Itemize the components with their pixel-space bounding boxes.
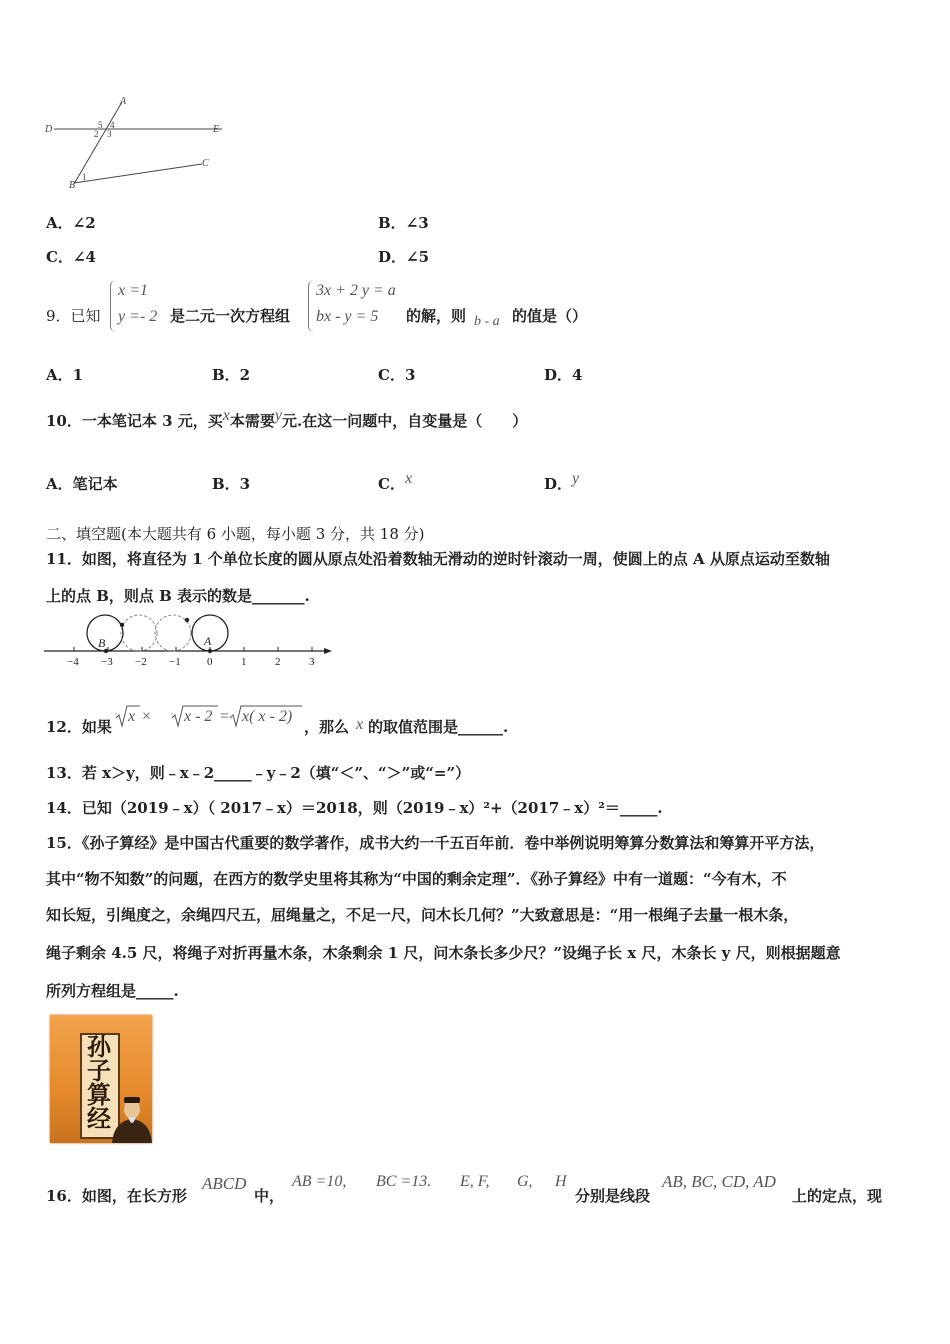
q16-g: G, <box>517 1173 533 1190</box>
tick-label: −4 <box>67 656 79 668</box>
tick-label: 1 <box>241 656 247 668</box>
circle-label-a: A <box>204 634 212 648</box>
fig-label-d: D <box>45 124 53 135</box>
book-cover-image <box>50 1015 152 1143</box>
fig-label-a: A <box>120 96 127 107</box>
q9-brace-2 <box>308 280 315 332</box>
fig-angle-2: 2 <box>94 129 99 139</box>
q8-option-b[interactable]: B．∠3 <box>378 214 429 232</box>
q10-text-3: 元.在这一问题中，自变量是（ ） <box>282 412 528 430</box>
q12-text-3: 的取值范围是______. <box>368 718 509 736</box>
q10-question <box>46 407 528 431</box>
q8-option-a[interactable]: A．∠2 <box>46 214 96 232</box>
q16-text-4: 上的定点，现 <box>792 1187 883 1205</box>
q9-sys1-eq1: x =1 <box>118 282 148 299</box>
q9-option-b[interactable]: B．2 <box>212 366 251 384</box>
q10-option-b[interactable]: B．3 <box>212 475 251 493</box>
q15-line-1: 15．《孙子算经》是中国古代重要的数学著作，成书大约一千五百年前．卷中举例说明筹算分数算法和筹算开平方法， <box>46 834 825 852</box>
q9-tail-text: 的解，则 <box>406 307 467 325</box>
q15-line-5: 所列方程组是_____. <box>46 982 179 1000</box>
number-line-figure <box>40 608 340 670</box>
q15-line-2: 其中“物不知数”的问题，在西方的数学史里将其称为“中国的剩余定理”．《孙子算经》中有一道题：“今有木，不 <box>46 870 787 888</box>
tick-label: 3 <box>309 656 315 668</box>
fig-label-b: B <box>69 180 76 191</box>
q13-text: 13．若 x＞y，则﹣x﹣2_____﹣y﹣2（填“＜”、“＞”或“=”） <box>46 764 471 782</box>
book-cover-title: 孙子算经 <box>87 1032 111 1133</box>
tick-label: 0 <box>207 656 213 668</box>
q8-option-c[interactable]: C．∠4 <box>46 248 96 266</box>
q12-rad-1: x <box>128 708 136 725</box>
q10-option-d[interactable] <box>544 470 580 494</box>
q16-segments: AB, BC, CD, AD <box>662 1172 776 1191</box>
q16-text-1: 16．如图，在长方形 <box>46 1187 187 1205</box>
q15-line-4: 绳子剩余 4.5 尺，将绳子对折再量木条，木条剩余 1 尺，问木条长多少尺？”设绳子长 x 尺，木条长 y 尺，则根据题意 <box>46 944 841 962</box>
q12-text-1: 12．如果 <box>46 718 112 736</box>
q10-var-y: y <box>274 407 282 424</box>
q10-option-a[interactable]: A．笔记本 <box>46 475 118 493</box>
q9-mid-text: 是二元一次方程组 <box>170 307 291 325</box>
q10-option-c-value: x <box>404 470 413 487</box>
fig-angle-5: 5 <box>98 120 103 130</box>
q9-expression: b - a <box>474 314 500 329</box>
q10-text-1: 10．一本笔记本 3 元，买 <box>46 412 223 430</box>
q10-option-d-label: D． <box>544 475 573 493</box>
q9-end-text: 的值是（） <box>512 307 588 325</box>
q16-text-2: 中， <box>254 1187 285 1205</box>
q9-option-d[interactable]: D．4 <box>544 366 583 384</box>
q16-rect: ABCD <box>202 1174 247 1193</box>
q10-var-x: x <box>222 407 230 424</box>
q16-bc: BC =13. <box>376 1173 432 1190</box>
q9-sys1-eq2: y =- 2 <box>118 308 158 325</box>
tick-label: −1 <box>169 656 181 668</box>
q12-times: × <box>142 708 152 725</box>
tick-label: 2 <box>275 656 281 668</box>
q12-text-2: ，那么 <box>304 718 350 736</box>
q12-var: x <box>356 716 364 733</box>
q11-line-1: 11．如图，将直径为 1 个单位长度的圆从原点处沿着数轴无滑动的逆时针滚动一周，使圆上的点 A 从原点运动至数轴 <box>46 550 830 568</box>
fig-angle-1: 1 <box>82 172 87 182</box>
tick-label: −2 <box>135 656 147 668</box>
q16-ab: AB =10, <box>292 1173 347 1190</box>
q10-text-2: 本需要 <box>229 412 275 430</box>
q9-option-a[interactable]: A．1 <box>46 366 84 384</box>
q9-sys2-eq1: 3x + 2 y = a <box>316 282 396 299</box>
fig-label-e: E <box>213 124 220 135</box>
q15-line-3: 知长短，引绳度之，余绳四尺五，屈绳量之，不足一尺，问木长几何？”大致意思是：“用一根绳子去量一根木条， <box>46 906 799 924</box>
q9-number: 9．已知 <box>46 307 101 325</box>
q16-h: H <box>555 1173 567 1190</box>
q10-option-c-label: C． <box>378 475 405 493</box>
tick-label: −3 <box>101 656 113 668</box>
q9-option-c[interactable]: C．3 <box>378 366 416 384</box>
circle-label-b: B <box>98 636 106 650</box>
q12-eq: = <box>220 708 230 725</box>
q9-sys2-eq2: bx - y = 5 <box>316 308 379 325</box>
q12-rad-3: x( x - 2) <box>242 708 293 725</box>
angle-figure <box>40 92 240 192</box>
q10-option-c[interactable] <box>378 470 413 494</box>
q16-text-3: 分别是线段 <box>575 1187 651 1205</box>
q12-rad-2: x - 2 <box>184 708 213 725</box>
fig-label-c: C <box>202 158 209 169</box>
q8-option-d[interactable]: D．∠5 <box>378 248 430 266</box>
q10-option-d-value: y <box>572 470 580 487</box>
q9-brace-1 <box>110 280 117 332</box>
q9-system-2 <box>316 278 396 330</box>
q14-text: 14．已知（2019﹣x）（ 2017﹣x）＝2018，则（2019﹣x）²+（2017﹣x）²＝_____. <box>46 799 663 817</box>
q16-ef: E, F, <box>460 1173 490 1190</box>
fig-angle-3: 3 <box>107 129 112 139</box>
section-title: 二、填空题(本大题共有 6 小题，每小题 3 分，共 18 分) <box>46 525 425 543</box>
q11-line-2: 上的点 B，则点 B 表示的数是_______. <box>46 587 310 605</box>
fig-angle-4: 4 <box>110 120 115 130</box>
sage-figure-icon <box>110 1095 152 1143</box>
q9-system-1 <box>118 278 157 330</box>
